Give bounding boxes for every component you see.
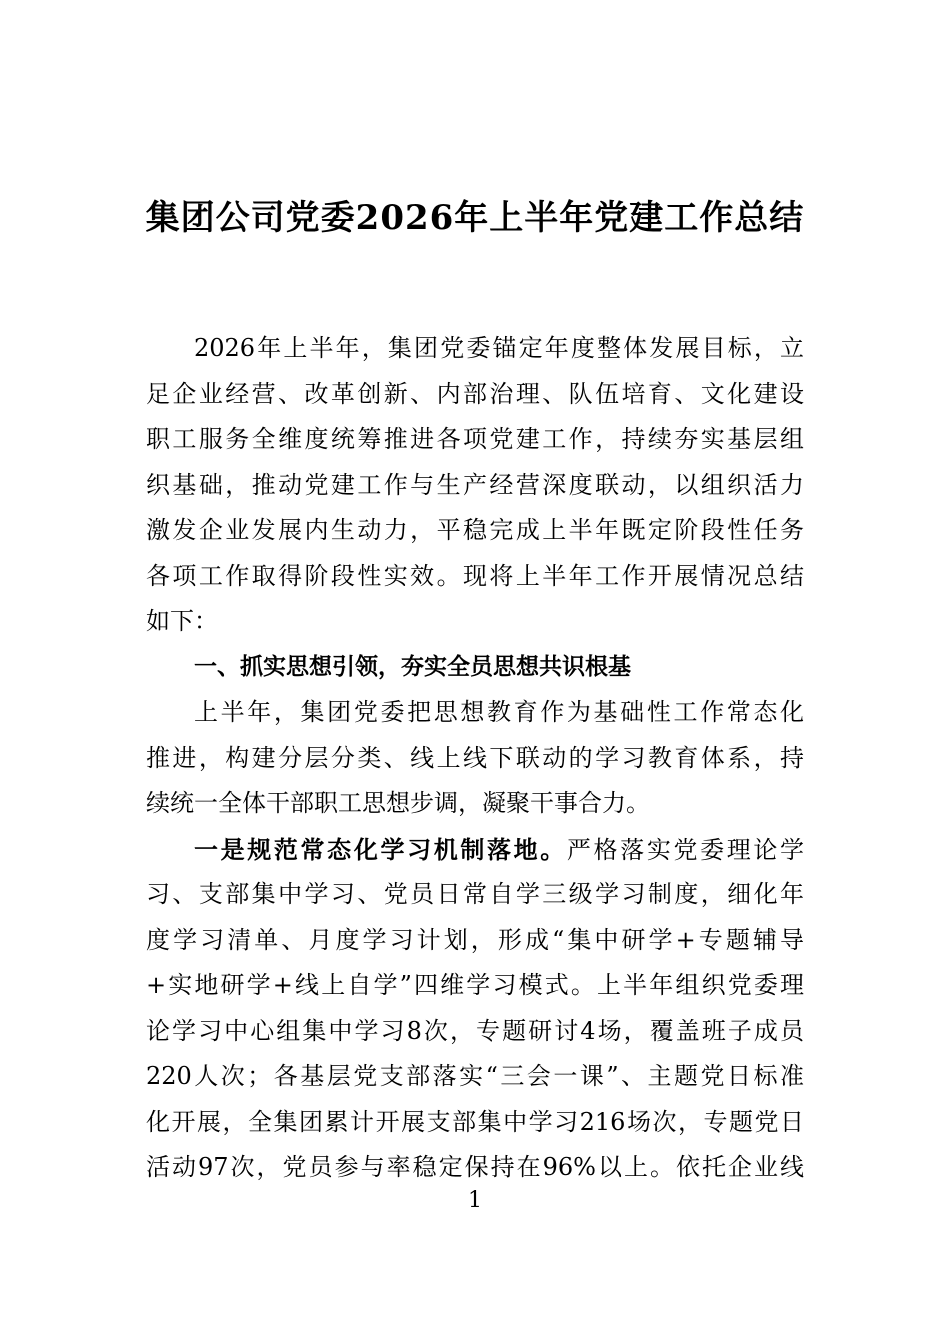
body-text-line: 2026年上半年，集团党委锚定年度整体发展目标，立	[194, 334, 804, 362]
page-number: 1	[468, 1188, 482, 1213]
body-text-line: 续统一全体干部职工思想步调，凝聚干事合力。	[146, 789, 650, 817]
body-text-line: 各项工作取得阶段性实效。现将上半年工作开展情况总结	[146, 561, 804, 590]
body-text-line: 推进，构建分层分类、线上线下联动的学习教育体系，持	[146, 743, 804, 772]
body-text-line	[146, 827, 804, 873]
body-text-line: 活动97次，党员参与率稳定保持在96%以上。依托企业线	[146, 1153, 804, 1181]
body-text-line: 度学习清单、月度学习计划，形成“集中研学+专题辅导	[146, 925, 804, 954]
body-text-line: 220人次；各基层党支部落实“三会一课”、主题党日标准	[146, 1062, 804, 1090]
body-text-line: 足企业经营、改革创新、内部治理、队伍培育、文化建设	[146, 379, 804, 408]
document-title: 集团公司党委2026年上半年党建工作总结	[145, 198, 805, 238]
body-text-line: 论学习中心组集中学习8次，专题研讨4场，覆盖班子成员	[146, 1016, 804, 1045]
body-text-line: 激发企业发展内生动力，平稳完成上半年既定阶段性任务	[146, 516, 804, 544]
body-text-line: 织基础，推动党建工作与生产经营深度联动，以组织活力	[146, 470, 804, 499]
body-text-line: 职工服务全维度统筹推进各项党建工作，持续夯实基层组	[146, 425, 804, 453]
bold-lead-phrase: 一是规范常态化学习机制落地。	[194, 834, 567, 864]
line-text: 严格落实党委理论学	[566, 835, 805, 864]
body-text-line: 如下：	[146, 607, 218, 635]
body-text-line: 上半年，集团党委把思想教育作为基础性工作常态化	[194, 698, 804, 726]
body-text-line: 习、支部集中学习、党员日常自学三级学习制度，细化年	[146, 880, 804, 908]
body-text-line: +实地研学+线上自学”四维学习模式。上半年组织党委理	[146, 971, 804, 999]
body-text-line: 化开展，全集团累计开展支部集中学习216场次，专题党日	[146, 1107, 804, 1136]
document-body	[146, 326, 804, 1191]
section-heading: 一、抓实思想引领，夯实全员思想共识根基	[194, 653, 631, 680]
